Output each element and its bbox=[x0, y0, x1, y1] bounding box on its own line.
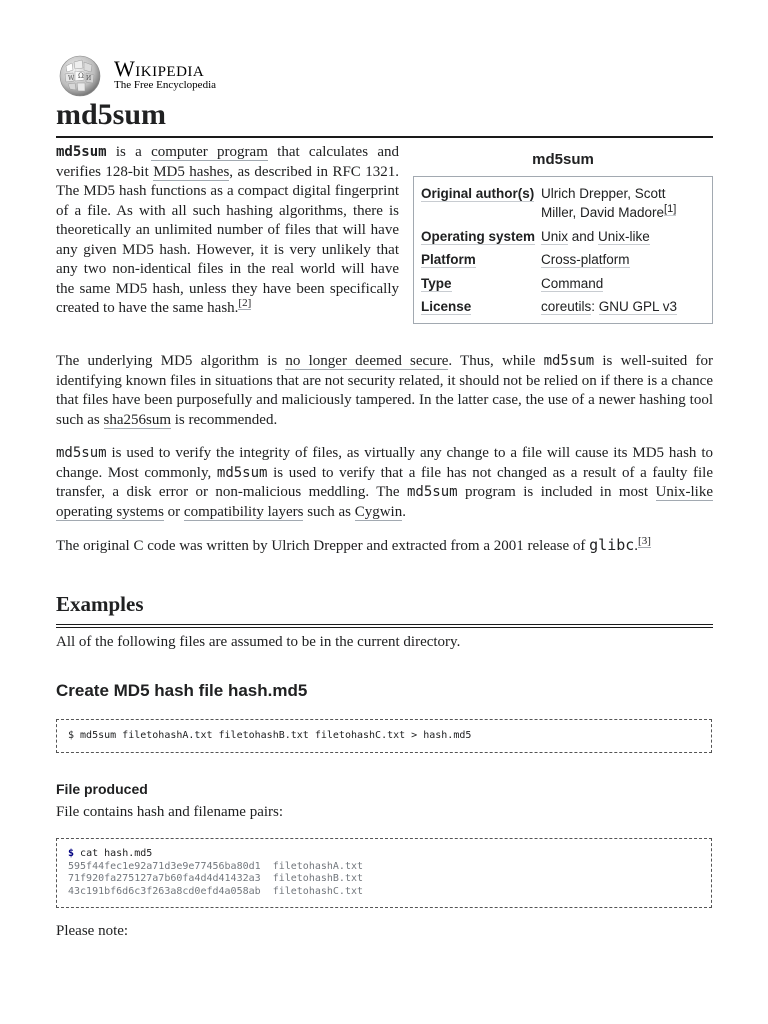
link-coreutils[interactable]: coreutils bbox=[541, 299, 592, 314]
infobox-label: Platform bbox=[421, 252, 476, 267]
svg-text:Ω: Ω bbox=[78, 72, 84, 80]
paragraph-security bbox=[56, 352, 713, 430]
svg-text:И: И bbox=[86, 75, 92, 82]
link-no-longer-deemed-secure[interactable]: no longer deemed secure bbox=[285, 353, 449, 369]
text-run: is used to verify the integrity of files, as virtually any change to a file will cause its MD5 hash to change. Most commonly, bbox=[56, 445, 713, 481]
output-line: 71f920fa275127a7b60fa4d4d41432a3 filetohashB.txt bbox=[68, 873, 364, 884]
subheading-file-produced: File produced bbox=[56, 781, 148, 797]
link-computer-program[interactable]: computer program bbox=[151, 144, 268, 160]
code-command: cat hash.md5 bbox=[74, 848, 153, 859]
text-run: . bbox=[634, 538, 639, 554]
infobox-label: Original author(s) bbox=[421, 186, 535, 201]
code-md5sum: md5sum bbox=[216, 464, 268, 481]
authors-text: Ulrich Drepper, Scott Miller, David Madore bbox=[541, 186, 666, 220]
text-run: is recommended. bbox=[171, 411, 278, 428]
link-command[interactable]: Command bbox=[541, 276, 604, 291]
link-gnu-gpl-v3[interactable]: GNU GPL v3 bbox=[598, 299, 678, 314]
code-line: $ md5sum filetohashA.txt filetohashB.txt filetohashC.txt > hash.md5 bbox=[68, 730, 472, 741]
citation-3[interactable]: [3] bbox=[638, 535, 651, 547]
infobox-label: Operating system bbox=[421, 229, 536, 244]
subheading-create-hash-file: Create MD5 hash file hash.md5 bbox=[56, 681, 308, 700]
infobox-label: Type bbox=[421, 276, 452, 291]
lead-paragraph bbox=[56, 143, 399, 319]
svg-text:W: W bbox=[68, 75, 75, 82]
paragraph-integrity bbox=[56, 444, 713, 522]
paragraph-origin bbox=[56, 536, 713, 557]
text-run: such as bbox=[303, 503, 355, 520]
link-cygwin[interactable]: Cygwin bbox=[354, 503, 403, 520]
code-md5sum: md5sum bbox=[56, 445, 107, 461]
link-unix-like[interactable]: Unix-like bbox=[598, 229, 650, 244]
code-block-create-hash[interactable] bbox=[56, 719, 712, 753]
text-run: is well-suited for identifying known files in situations that are not security related, it should not be relied on if there is a chance that files have been purposefully and maliciously tampered. In the latter case, the use of a newer hashing tool such as bbox=[56, 353, 713, 428]
code-md5sum: md5sum bbox=[407, 484, 458, 500]
link-cross-platform[interactable]: Cross-platform bbox=[541, 252, 630, 267]
code-block-file-contents[interactable] bbox=[56, 838, 712, 908]
wikipedia-tagline: The Free Encyclopedia bbox=[114, 79, 217, 91]
text-run: The original C code was written by Ulrich Drepper and extracted from a 2001 release of bbox=[56, 538, 590, 554]
infobox-label: License bbox=[421, 299, 472, 314]
infobox-value bbox=[541, 184, 701, 222]
wikipedia-logo[interactable] bbox=[56, 54, 256, 98]
text-run: : bbox=[591, 299, 599, 314]
wikipedia-wordmark: Wikipedia bbox=[114, 56, 205, 81]
text-run: . Thus, while bbox=[448, 353, 544, 369]
text-run: The underlying MD5 algorithm is bbox=[56, 353, 286, 369]
term-md5sum: md5sum bbox=[56, 144, 107, 160]
page-title: md5sum bbox=[56, 96, 713, 138]
text-run: that calculates and verifies 128-bit bbox=[56, 144, 399, 180]
code-md5sum: md5sum bbox=[543, 353, 595, 369]
text-run: . bbox=[402, 503, 406, 520]
text-run: program is included in most bbox=[457, 484, 656, 500]
link-compatibility-layers[interactable]: compatibility layers bbox=[183, 503, 304, 520]
examples-intro: All of the following files are assumed to be in the current directory. bbox=[56, 634, 461, 650]
text-run: or bbox=[163, 503, 184, 520]
text-run: is used to verify that a file has not changed as a result of a faulty file transfer, a disk error or non-malicious meddling. The bbox=[56, 464, 713, 500]
link-md5-hashes[interactable]: MD5 hashes bbox=[153, 163, 230, 180]
please-note-text: Please note: bbox=[56, 923, 129, 939]
shell-prompt: $ bbox=[68, 848, 75, 859]
link-unix[interactable]: Unix bbox=[541, 229, 569, 244]
link-sha256sum[interactable]: sha256sum bbox=[103, 411, 171, 428]
wikipedia-globe-icon bbox=[56, 54, 104, 98]
citation-2[interactable]: [2] bbox=[238, 297, 252, 309]
text-run: and bbox=[568, 229, 599, 244]
output-line: 43c191bf6d6c3f263a8cd0efd4a058ab filetohashC.txt bbox=[68, 885, 364, 897]
infobox-title: md5sum bbox=[532, 151, 594, 168]
citation-1[interactable]: [1] bbox=[664, 202, 677, 215]
link-unix-like-operating-systems[interactable]: Unix-like operating systems bbox=[56, 484, 713, 520]
section-heading-examples: Examples bbox=[56, 590, 713, 628]
output-line: 595f44fec1e92a71d3e9e77456ba80d1 filetohashA.txt bbox=[68, 860, 364, 872]
text-run: is a bbox=[106, 144, 152, 160]
text-run: , as described in RFC 1321. The MD5 hash functions as a compact digital fingerprint of a file. As with all such hashing algorithms, there is theoretically an unlimited number of files that will have any given MD5 hash. However, it is very unlikely that any two non-identical files in the real world will have the same MD5 hash, unless they have been specifically created to have the same hash. bbox=[56, 163, 399, 316]
code-glibc: glibc bbox=[589, 536, 635, 554]
file-contains-text: File contains hash and filename pairs: bbox=[56, 804, 284, 820]
infobox bbox=[413, 176, 713, 324]
